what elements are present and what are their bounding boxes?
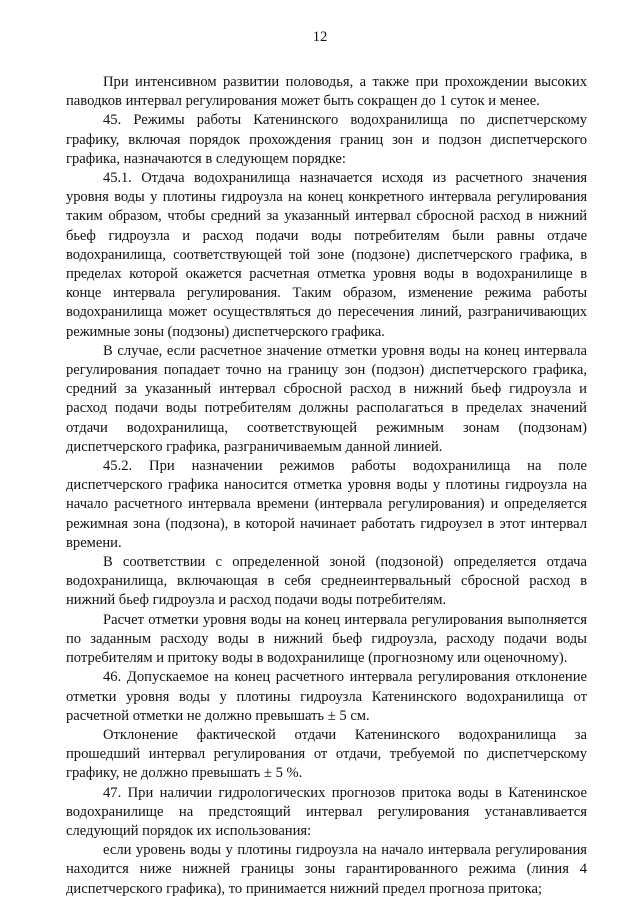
paragraph-flood-interval: При интенсивном развитии половодья, а также при прохождении высоких паводков интервал регулирования может быть сокращен до 1 суток и менее. bbox=[66, 74, 587, 110]
paragraph-lower-forecast-limit: если уровень воды у плотины гидроузла на начало интервала регулирования находится ниже нижней границы зоны гарантированного режима (линия 4 диспетчерского графика), то принимается нижний предел прогноза притока; bbox=[66, 842, 587, 897]
paragraph-level-calculation: Расчет отметки уровня воды на конец интервала регулирования выполняется по заданным расходу воды в нижний бьеф гидроузла, расходу подачи воды потребителям и притоку воды в водохранилище (прогнозному или оценочному). bbox=[66, 611, 587, 667]
paragraph-45-1-reservoir-output: 45.1. Отдача водохранилища назначается исходя из расчетного значения уровня воды у плотины гидроузла на конец конкретного интервала регулирования таким образом, чтобы средний за указанный интервал сбросной расход в нижний бьеф гидроузла и расход подачи воды потребителям были равны отдаче водохранилища, соответствующей той зоне (подзоне) диспетчерского графика, в пределах которой окажется расчетная отметка уровня воды в водохранилище в конце интервала регулирования. Таким образом, изменение режима работы водохранилища может осуществляться до пересечения линий, разграничивающих режимные зоны (подзоны) диспетчерского графика. bbox=[66, 170, 587, 340]
paragraph-46-level-deviation: 46. Допускаемое на конец расчетного интервала регулирования отклонение отметки уровня воды у плотины гидроузла Катенинского водохранилища от расчетной отметки не должно превышать ± 5 см. bbox=[66, 669, 587, 724]
paragraph-45-reservoir-modes: 45. Режимы работы Катенинского водохранилища по диспетчерскому графику, включая порядок прохождения границ зон и подзон диспетчерского графика, назначаются в следующем порядке: bbox=[66, 112, 587, 167]
paragraph-output-by-zone: В соответствии с определенной зоной (подзоной) определяется отдача водохранилища, включающая в себя среднеинтервальный сбросной расход в нижний бьеф гидроузла и расход подачи воды потребителям. bbox=[66, 554, 587, 609]
paragraph-zone-boundary-case: В случае, если расчетное значение отметки уровня воды на конец интервала регулирования попадает точно на границу зон (подзон) диспетчерского графика, средний за указанный интервал сбросной расход в нижний бьеф гидроузла и расход подачи воды потребителям должны располагаться в пределах значений отдачи водохранилища, соответствующей режимным зонам (подзонам) диспетчерского графика, разграничиваемым данной линией. bbox=[66, 342, 587, 455]
paragraph-45-2-dispatch-chart: 45.2. При назначении режимов работы водохранилища на поле диспетчерского графика наносится отметка уровня воды у плотины гидроузла на начало расчетного интервала времени (интервала регулирования) и определяется режимная зона (подзона), в которой начинает работать гидроузел в этот интервал времени. bbox=[66, 458, 587, 551]
paragraph-47-forecast-usage: 47. При наличии гидрологических прогнозов притока воды в Катенинское водохранилище на предстоящий интервал регулирования устанавливается следующий порядок их использования: bbox=[66, 784, 587, 839]
document-body bbox=[66, 73, 587, 899]
paragraph-output-deviation: Отклонение фактической отдачи Катенинского водохранилища за прошедший интервал регулирования от отдачи, требуемой по диспетчерскому графику, не должно превышать ± 5 %. bbox=[66, 726, 587, 782]
page-number[interactable]: 12 bbox=[312, 29, 328, 45]
